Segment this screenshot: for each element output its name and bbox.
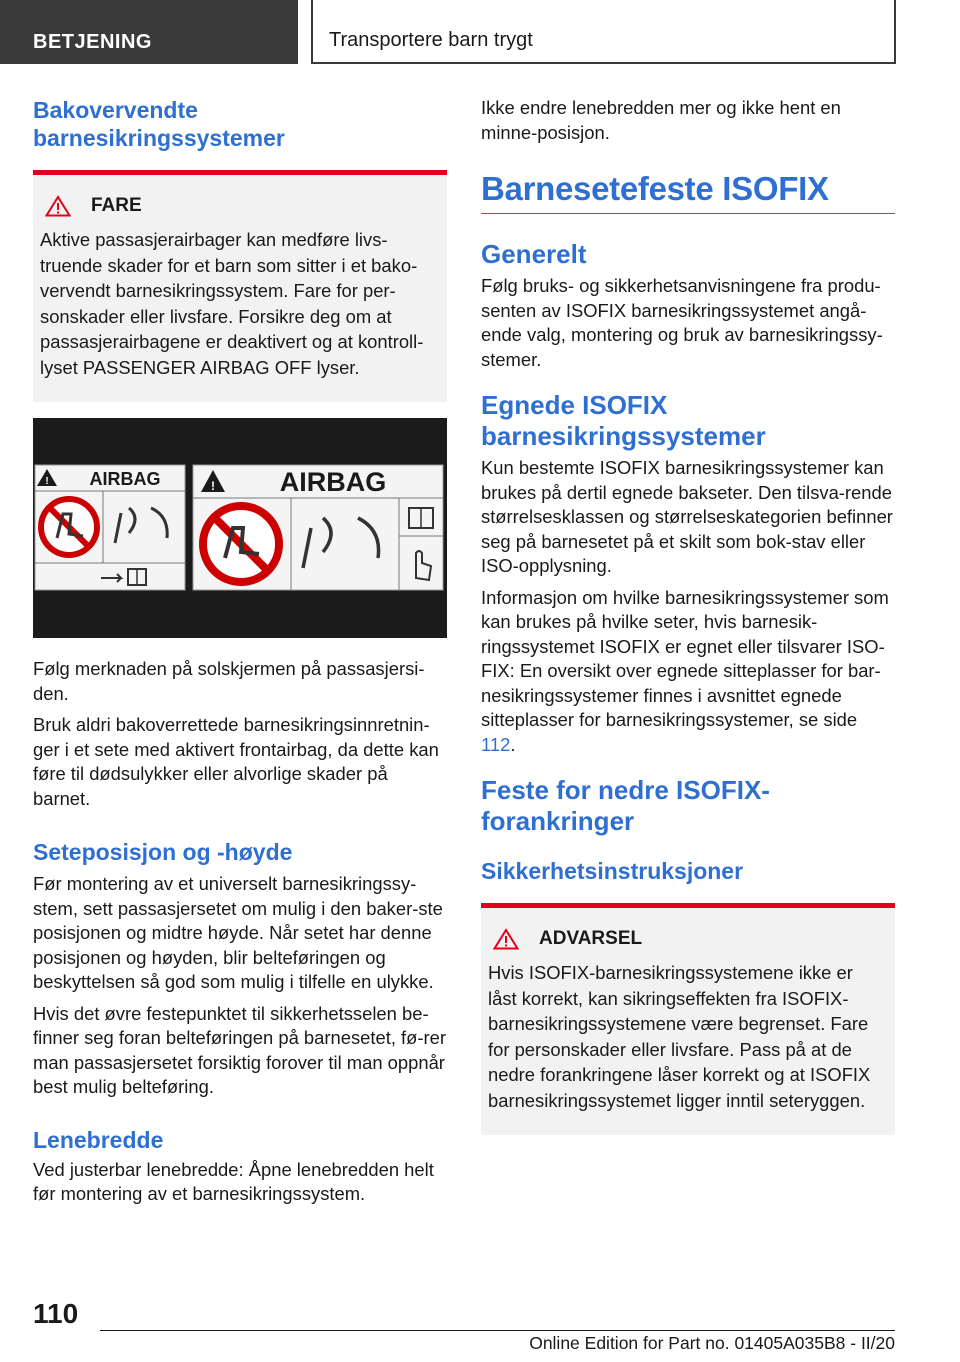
paragraph-general: Følg bruks- og sikkerhetsanvisningene fra produ-senten av ISOFIX barnesikringssystemet angå-ende valg, montering og bruk av barnesikringssy-stemer. bbox=[481, 275, 883, 370]
heading-safety-instructions: Sikkerhetsinstruksjoner bbox=[481, 858, 744, 884]
airbag-label-small: AIRBAG bbox=[89, 469, 161, 489]
section-title-block bbox=[481, 169, 895, 214]
paragraph-suitable-2-text: Informasjon om hvilke barnesikringssystemer som kan brukes på hvilke seter, hvis barnesik-ringssystemet ISOFIX er egnet eller tilsvarer ISO-FIX: En oversikt over egnede sitteplasser for bar-nesikringssystemer finnes i avsnittet egnede sitteplasser for barnesikringssystemer, se side bbox=[481, 586, 889, 730]
caution-warning-box bbox=[481, 903, 895, 1135]
left-column bbox=[33, 96, 447, 1207]
heading-lower-anchors: Feste for nedre ISOFIX-forankringer bbox=[481, 775, 770, 836]
right-column bbox=[481, 96, 895, 1135]
chapter-title: Transportere barn trygt bbox=[311, 0, 896, 64]
svg-text:!: ! bbox=[45, 476, 49, 487]
paragraph-backrest-width: Ved justerbar lenebredde: Åpne lenebredden helt før montering av et barnesikringssystem. bbox=[33, 1158, 434, 1204]
warning-triangle-icon bbox=[45, 195, 71, 217]
paragraph-suitable-2-end: . bbox=[510, 733, 516, 755]
warning-title: FARE bbox=[91, 195, 142, 216]
heading-backrest-width: Lenebredde bbox=[33, 1126, 164, 1153]
page-link-112[interactable]: 112 bbox=[481, 733, 511, 755]
paragraph-upper-anchor: Hvis det øvre festepunktet til sikkerhetsselen be-finner seg foran belteføringen på barnesetet, fø-rer man passasjersetet forsiktig forover til man oppnår best mulig belteføring. bbox=[33, 1002, 446, 1097]
heading-general: Generelt bbox=[481, 239, 587, 269]
footer-divider bbox=[100, 1330, 895, 1331]
heading-suitable-isofix: Egnede ISOFIX barnesikringssystemer bbox=[481, 390, 766, 451]
caution-title-row bbox=[488, 928, 885, 950]
airbag-label-photo bbox=[33, 418, 447, 638]
danger-warning-box bbox=[33, 170, 447, 402]
airbag-sticker-illustration bbox=[33, 418, 447, 638]
svg-text:!: ! bbox=[211, 479, 215, 493]
paragraph-sunvisor: Følg merknaden på solskjermen på passasjersi-den. bbox=[33, 658, 425, 704]
footer-edition: Online Edition for Part no. 01405A035B8 - II/20 bbox=[529, 1333, 895, 1353]
paragraph-suitable-2 bbox=[481, 586, 895, 758]
heading-seat-position: Seteposisjon og -høyde bbox=[33, 839, 293, 865]
warning-triangle-icon bbox=[493, 928, 519, 950]
warning-text: Aktive passasjerairbager kan medføre livs-truende skader for et barn som sitter i et bako-vervendt barnesikringssystem. Fare for per-sonskader eller livsfare. Forsikre deg om at passasjerairbagene er deaktivert og at kontroll-lyset PASSENGER AIRBAG OFF lyser. bbox=[40, 229, 424, 378]
airbag-label-large: AIRBAG bbox=[279, 467, 387, 497]
section-tab: BETJENING bbox=[0, 0, 298, 64]
caution-text: Hvis ISOFIX-barnesikringssystemene ikke er låst korrekt, kan sikringseffekten fra ISOFIX-barnesikringssystemene være begrenset. Fare for personskader eller livsfare. Pass på at de nedre forankringene låser korrekt og at ISOFIX barnesikringssystemet ligger inntil seteryggen. bbox=[488, 962, 871, 1111]
page-number: 110 bbox=[33, 1298, 79, 1329]
caution-title: ADVARSEL bbox=[539, 928, 643, 949]
section-title-isofix: Barnesetefeste ISOFIX bbox=[481, 170, 829, 207]
paragraph-never-use: Bruk aldri bakoverrettede barnesikringsinnretnin-ger i et sete med aktivert frontairbag, da dette kan føre til dødsulykker eller alvorlige skader på barnet. bbox=[33, 714, 439, 809]
heading-rear-facing: Bakovervendte barnesikringssystemer bbox=[33, 97, 285, 151]
paragraph-suitable-1: Kun bestemte ISOFIX barnesikringssystemer kan brukes på dertil egnede bakseter. Den tilsva-rende størrelsesklassen og størrelseskategorien befinner seg på barnesetet på et skilt som bok-stav eller ISO-opplysning. bbox=[481, 457, 893, 576]
paragraph-memory-position: Ikke endre lenebredden mer og ikke hent en minne-posisjon. bbox=[481, 97, 841, 143]
paragraph-seat-position: Før montering av et universelt barnesikringssy-stem, sett passasjersetet om mulig i den baker-ste posisjonen og midtre høyde. Når setet har denne posisjonen og høyden, blir belteføringen og beskyttelsen så god som mulig i tilfelle en ulykke. bbox=[33, 873, 443, 992]
warning-title-row bbox=[40, 195, 437, 217]
